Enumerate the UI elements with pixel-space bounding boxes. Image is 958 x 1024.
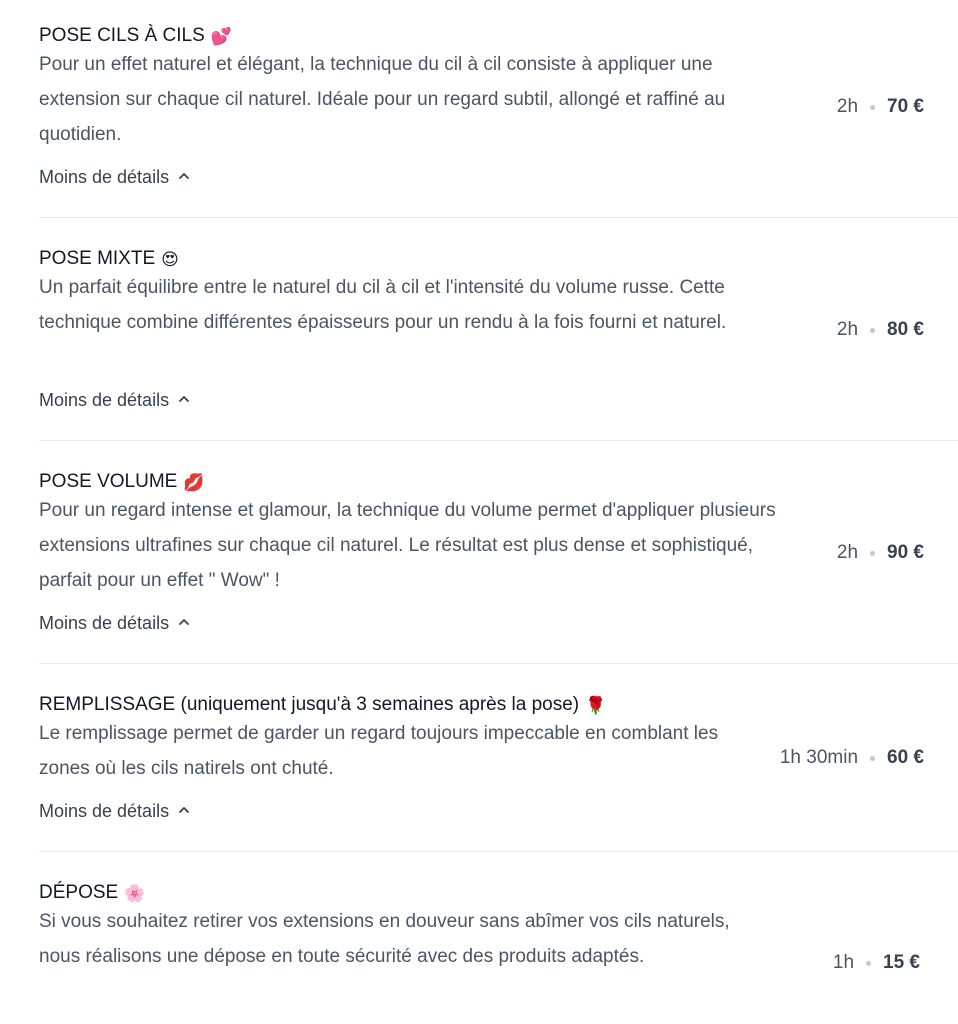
chevron-up-icon [177,803,191,817]
separator-dot [870,551,875,556]
service-item-pose-mixte [39,247,958,441]
less-details-label: Moins de détails [39,613,170,633]
service-price: 60 € [887,747,924,768]
service-price: 15 € [883,952,920,973]
less-details-toggle[interactable] [39,799,191,823]
separator-dot [870,105,875,110]
less-details-toggle[interactable] [39,165,191,189]
service-description: Pour un effet naturel et élégant, la technique du cil à cil consiste à appliquer une extension sur chaque cil naturel. Idéale pour un regard subtil, allongé et raffiné au quotidien. [39,54,726,145]
service-duration: 2h [836,96,859,117]
service-title-row [39,693,606,717]
service-duration: 2h [836,542,859,563]
service-title-row [39,24,232,48]
service-meta [780,746,924,770]
less-details-label: Moins de détails [39,167,170,187]
service-description: Le remplissage permet de garder un regard toujours impeccable en comblant les zones où les cils natirels ont chuté. [39,723,719,779]
service-item-pose-cils-a-cils [39,24,958,218]
service-title: POSE CILS À CILS [39,25,205,46]
less-details-toggle[interactable] [39,611,191,635]
service-duration: 2h [836,319,859,340]
separator-dot [870,328,875,333]
service-title-row [39,881,145,905]
service-meta [837,318,924,342]
less-details-toggle[interactable] [39,388,191,412]
service-meta [837,95,924,119]
less-details-label: Moins de détails [39,801,170,821]
less-details-label: Moins de détails [39,390,170,410]
separator-dot [866,961,871,966]
service-item-remplissage [39,693,958,852]
two-hearts-icon: 💕 [210,27,232,46]
service-duration: 1h [832,952,855,973]
service-title: REMPLISSAGE (uniquement jusqu'à 3 semaines après la pose) [39,694,580,715]
service-duration: 1h 30min [779,747,859,768]
service-price: 80 € [887,319,924,340]
heart-eyes-icon: 😍 [161,250,179,269]
service-description: Un parfait équilibre entre le naturel du cil à cil et l'intensité du volume russe. Cette technique combine différentes épaisseurs pour un rendu à la fois fourni et naturel. [39,277,727,333]
service-title-row [39,247,179,271]
kiss-mark-icon: 💋 [183,473,205,492]
service-price: 90 € [887,542,924,563]
service-description: Si vous souhaitez retirer vos extensions en douveur sans abîmer vos cils naturels, nous réalisons une dépose en toute sécurité avec des produits adaptés. [39,911,730,967]
chevron-up-icon [177,392,191,406]
rose-icon: 🌹 [585,696,607,715]
service-title: POSE MIXTE [39,248,156,269]
service-title-row [39,470,205,494]
service-title: POSE VOLUME [39,471,178,492]
cherry-blossom-icon: 🌸 [124,884,146,903]
service-meta [833,951,920,975]
chevron-up-icon [177,169,191,183]
service-title: DÉPOSE [39,882,119,903]
service-item-depose [39,881,958,1024]
service-description: Pour un regard intense et glamour, la technique du volume permet d'appliquer plusieurs extensions ultrafines sur chaque cil naturel. Le résultat est plus dense et sophistiqué, parfait pour un effet " Wow" ! [39,500,776,591]
chevron-up-icon [177,615,191,629]
separator-dot [870,756,875,761]
service-price: 70 € [887,96,924,117]
service-item-pose-volume [39,470,958,664]
service-meta [837,541,924,565]
